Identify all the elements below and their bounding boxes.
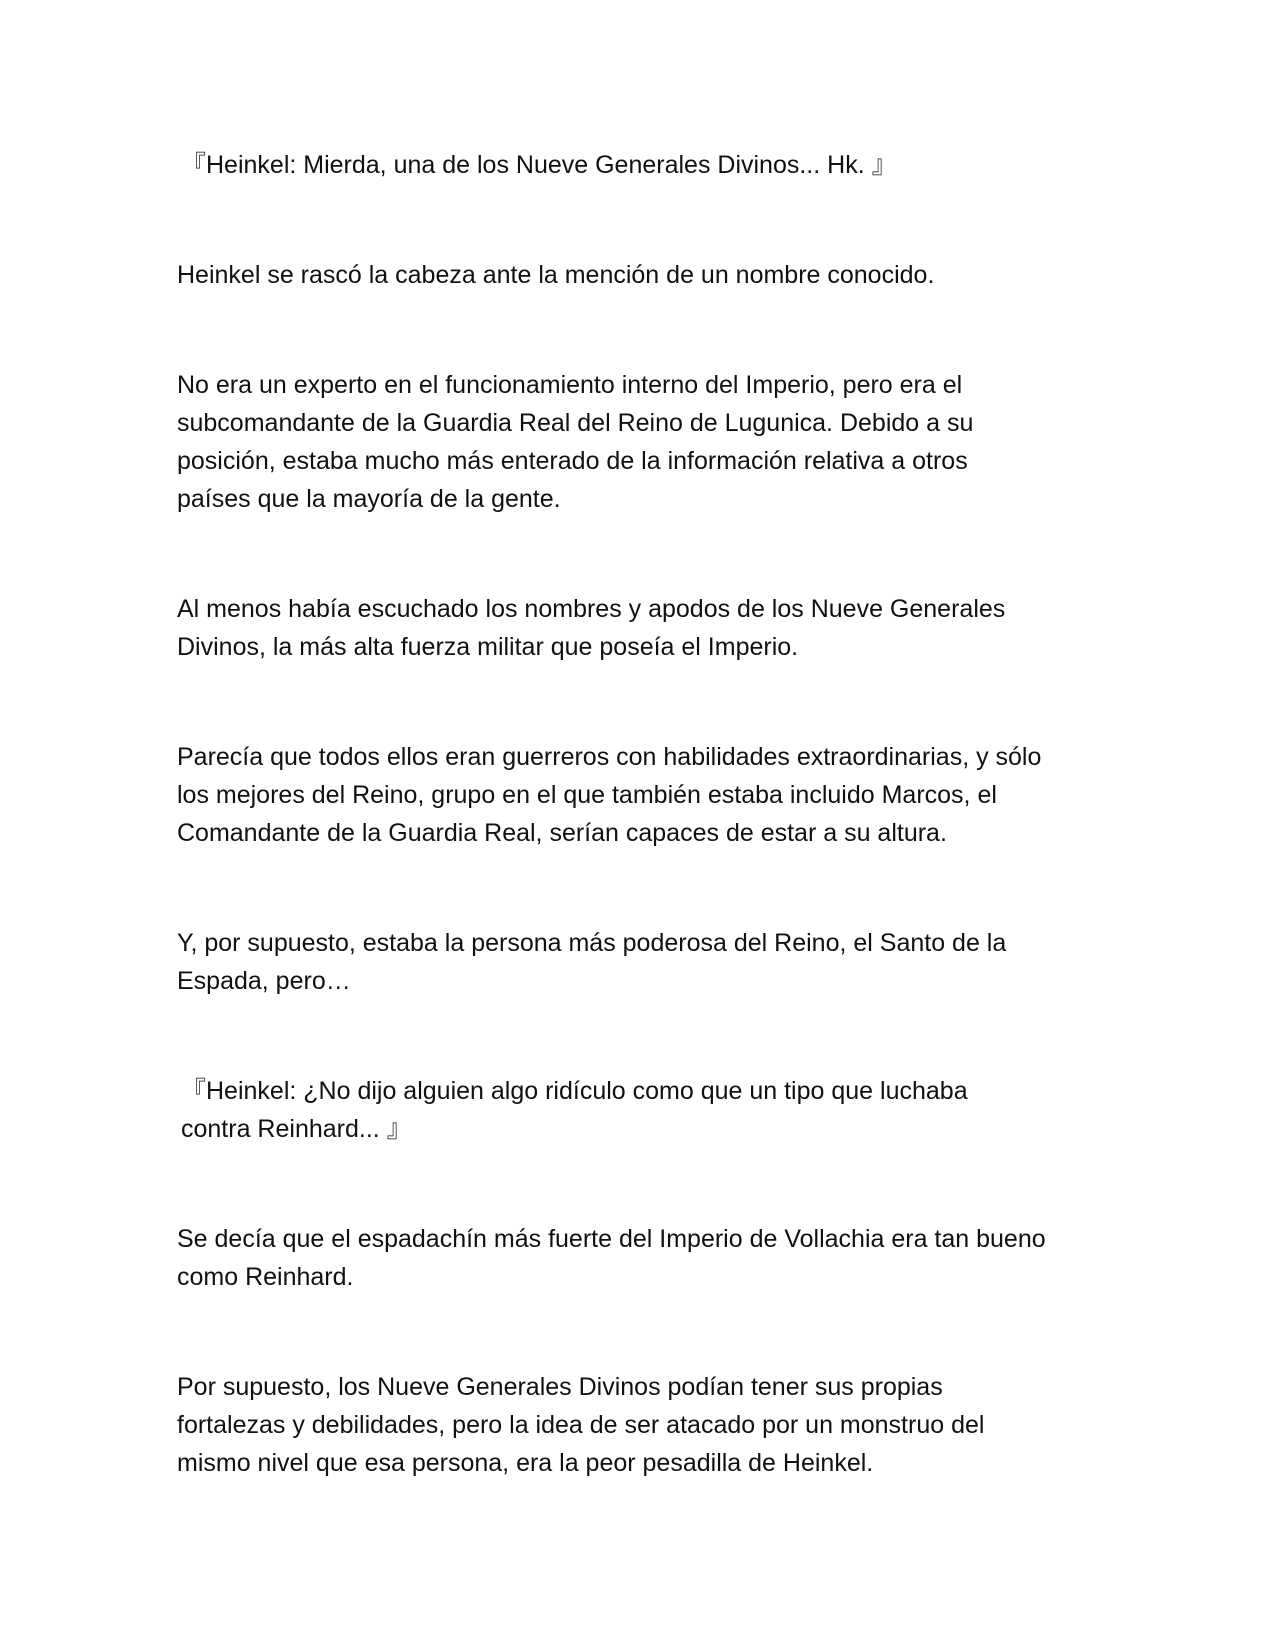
narration-paragraph: No era un experto en el funcionamiento interno del Imperio, pero era el subcomandante de la Guardia Real del Reino de Lugunica. Debido a su posición, estaba mucho más enterado de la información relativa a otros países que la mayoría de la gente. [177,371,974,513]
narration-paragraph: Al menos había escuchado los nombres y apodos de los Nueve Generales Divinos, la más alta fuerza militar que poseía el Imperio. [177,595,1006,661]
narration-paragraph: Heinkel se rascó la cabeza ante la mención de un nombre conocido. [177,261,935,289]
dialogue-paragraph: 『Heinkel: Mierda, una de los Nueve Generales Divinos... Hk. 』 [181,151,897,179]
narration-paragraph: Y, por supuesto, estaba la persona más poderosa del Reino, el Santo de la Espada, pero… [177,929,1007,995]
narration-paragraph: Se decía que el espadachín más fuerte del Imperio de Vollachia era tan bueno como Reinhard. [177,1225,1046,1291]
text-column [177,146,1107,1554]
narration-paragraph: Parecía que todos ellos eran guerreros con habilidades extraordinarias, y sólo los mejores del Reino, grupo en el que también estaba incluido Marcos, el Comandante de la Guardia Real, serían capaces de estar a su altura. [177,743,1042,847]
dialogue-paragraph: 『Heinkel: ¿No dijo alguien algo ridículo como que un tipo que luchaba contra Reinhard... 』 [181,1077,968,1143]
narration-paragraph: Por supuesto, los Nueve Generales Divinos podían tener sus propias fortalezas y debilidades, pero la idea de ser atacado por un monstruo del mismo nivel que esa persona, era la peor pesadilla de Heinkel. [177,1373,985,1477]
